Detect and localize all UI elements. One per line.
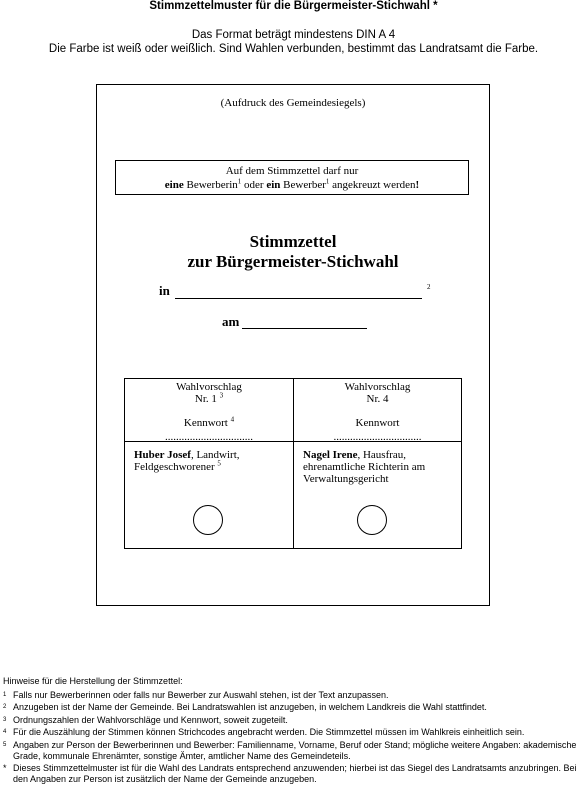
notes-heading: Hinweise für die Herstellung der Stimmzettel: [3,676,183,686]
proposal-label: Wahlvorschlag [344,381,411,393]
candidate-info-2: Nagel Irene, Hausfrau, ehrenamtliche Richterin am Verwaltungsgericht [303,449,426,485]
keyword-label: Kennwort [355,417,400,429]
keyword-label: Kennwort $^4$ [183,415,235,429]
keyword-dots: ................................ [165,431,253,443]
notice-line-2: eine Bewerberin$^1$ oder ein Bewerber$^1$ angekreuzt werden! [164,177,420,191]
format-note: Das Format beträgt mindestens DIN A 4 [191,29,396,41]
candidate-table [124,378,462,549]
proposal-number: Nr. 4 [366,393,389,405]
note-item: 4 Für die Auszählung der Stimmen können Strichcodes angebracht werden. Die Stimmzettel müssen im Wahlkreis einheitlich sein. [3,727,525,738]
proposal-number: Nr. 1 $^3$ [194,391,224,405]
seal-placeholder: (Aufdruck des Gemeindesiegels) [220,97,366,109]
keyword-dots: ................................ [333,431,422,443]
document-title: Stimmzettelmuster für die Bürgermeister-Stichwahl * [149,0,438,12]
ballot-title-line-1: Stimmzettel [249,232,337,251]
note-item: 5 Angaben zur Person der Bewerberinnen und Bewerber: Familienname, Vorname, Beruf oder Stand; mögliche weitere Angaben: akademische Grade, kommunale Ehrenämter, sonstige Ämter, amtlicher Name des Gemeindeteils. [3,739,577,761]
ballot-title-line-2: zur Bürgermeister-Stichwahl [187,252,399,271]
municipality-footnote: 2 [427,283,431,291]
date-label: am [222,314,240,329]
note-item: 1 Falls nur Bewerberinnen oder falls nur Bewerber zur Auswahl stehen, ist der Text anzupassen. [3,689,389,700]
ballot-sample [96,84,490,606]
candidate-info-1: Huber Josef, Landwirt, Feldgeschworener $^5$ [134,449,240,473]
voting-notice-box [115,160,469,195]
candidate-name: Huber Josef [134,449,191,461]
candidate-name: Nagel Irene [303,449,358,461]
notice-line-1: Auf dem Stimmzettel darf nur [225,165,359,177]
municipality-label: in [159,283,170,298]
vote-circle-1[interactable] [193,505,223,535]
candidate-column-1 [125,379,294,548]
ballot-title [97,232,489,272]
candidate-column-2 [294,379,461,548]
note-item: * Dieses Stimmzettelmuster ist für die Wahl des Landrats entsprechend anzuwenden; hierbei ist das Siegel des Landratsamts anzubringen. Bei den Angaben zur Person ist zusätzlich der Name der Gemeinde anzugeben. [3,763,577,784]
proposal-label: Wahlvorschlag [176,381,242,393]
note-item: 3 Ordnungszahlen der Wahlvorschläge und Kennwort, soweit zugeteilt. [3,714,288,725]
color-note: Die Farbe ist weiß oder weißlich. Sind Wahlen verbunden, bestimmt das Landratsamt die Farbe. [48,43,539,55]
date-line [242,328,367,329]
municipality-line [175,298,422,299]
vote-circle-2[interactable] [357,505,387,535]
production-notes [0,676,587,786]
proposal-header-2 [294,379,461,442]
note-item: 2 Anzugeben ist der Name der Gemeinde. Bei Landratswahlen ist anzugeben, in welchem Landkreis die Wahl stattfindet. [3,702,487,713]
proposal-header-1 [125,379,293,442]
